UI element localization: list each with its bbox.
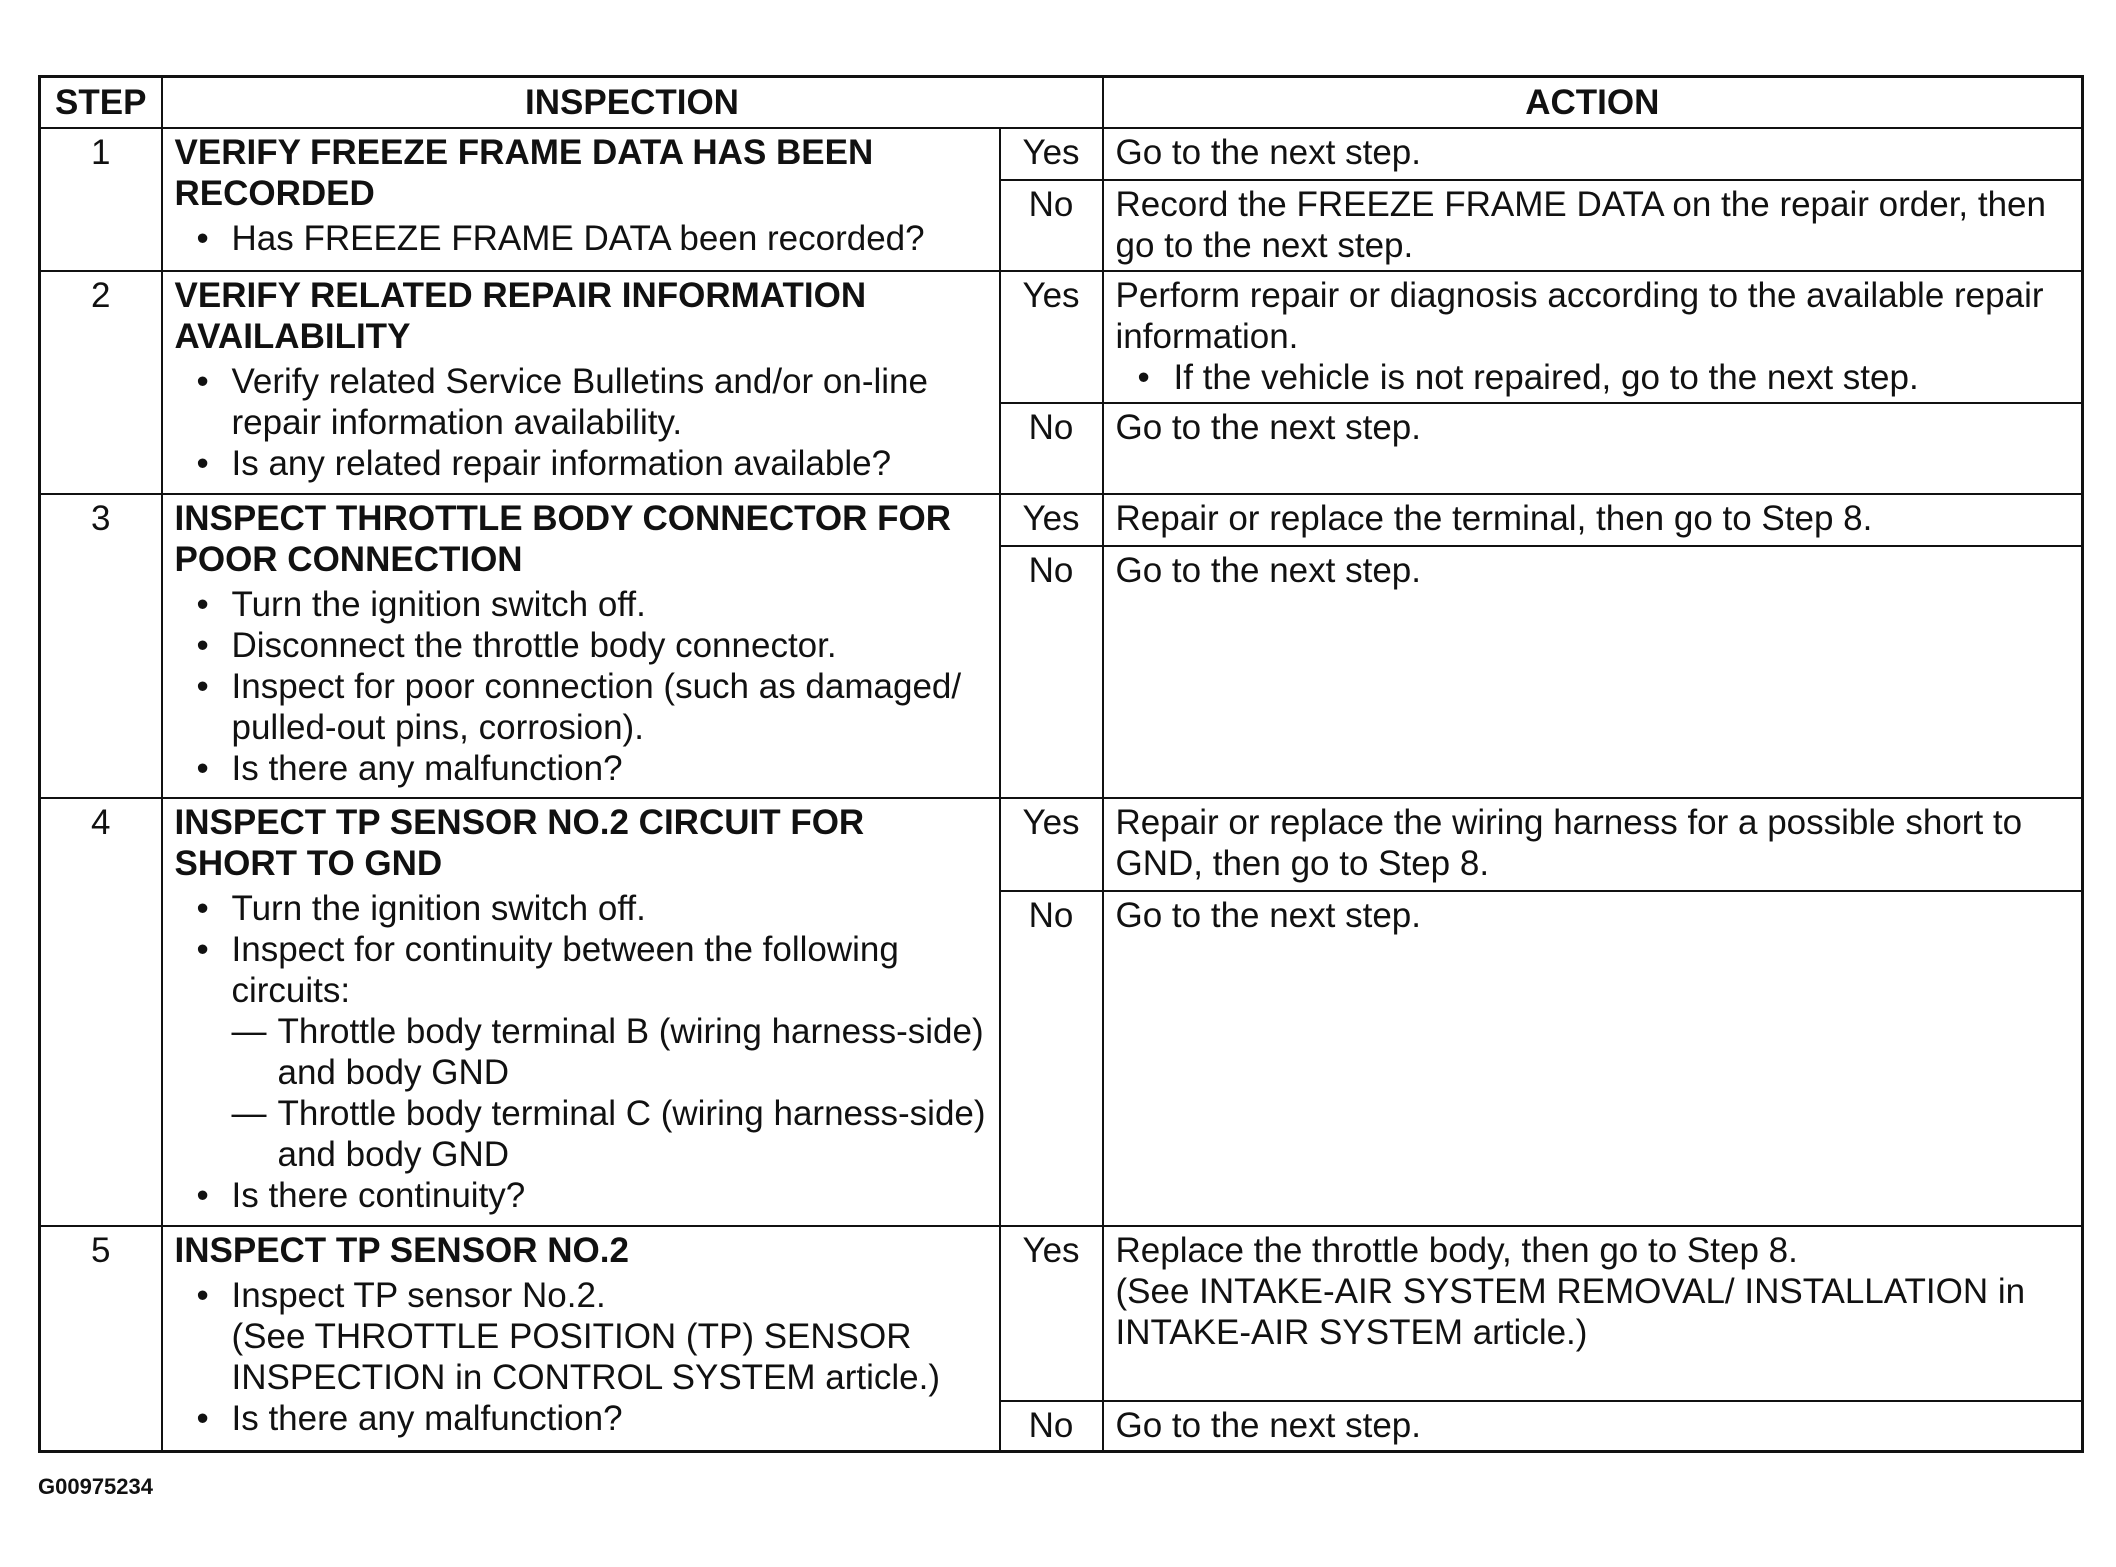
step-number: 4 — [40, 798, 162, 1226]
inspection-bullet — [175, 929, 989, 1175]
sub-item: — Throttle body terminal B (wiring harness-side) and body GND — [232, 1011, 989, 1093]
inspection-bullet: • Is any related repair information available? — [175, 443, 989, 484]
inspection-cell — [162, 1226, 1000, 1452]
yes-action-bullet: • If the vehicle is not repaired, go to the next step. — [1116, 357, 2072, 398]
figure-id: G00975234 — [38, 1474, 153, 1499]
inspection-bullets — [175, 1275, 989, 1439]
no-action: Go to the next step. — [1103, 546, 2083, 798]
inspection-title: VERIFY RELATED REPAIR INFORMATION AVAILABILITY — [174, 276, 867, 356]
no-action: Go to the next step. — [1103, 891, 2083, 1226]
yes-action-cell — [1103, 1226, 2083, 1401]
yes-action: Repair or replace the wiring harness for a possible short to GND, then go to Step 8. — [1103, 798, 2083, 891]
no-label: No — [1000, 891, 1103, 1226]
yes-label: Yes — [1000, 128, 1103, 180]
step-number: 1 — [40, 128, 162, 271]
step-number: 5 — [40, 1226, 162, 1452]
sub-item: — Throttle body terminal C (wiring harness-side) and body GND — [232, 1093, 989, 1175]
inspection-title: INSPECT TP SENSOR NO.2 — [174, 1231, 629, 1270]
yes-action: Repair or replace the terminal, then go to Step 8. — [1103, 494, 2083, 546]
inspection-cell — [162, 494, 1000, 798]
inspection-bullet: • Has FREEZE FRAME DATA been recorded? — [175, 218, 989, 259]
yes-label: Yes — [1000, 494, 1103, 546]
inspection-bullet: • Is there any malfunction? — [175, 1398, 989, 1439]
inspection-bullet-note: (See THROTTLE POSITION (TP) SENSOR INSPECTION in CONTROL SYSTEM article.) — [231, 1317, 941, 1397]
inspection-bullet — [175, 1275, 989, 1398]
no-label: No — [1000, 546, 1103, 798]
inspection-bullets — [175, 218, 989, 259]
no-action: Record the FREEZE FRAME DATA on the repair order, then go to the next step. — [1103, 180, 2083, 271]
yes-action: Perform repair or diagnosis according to the available repair information. — [1115, 276, 2044, 356]
yes-action-note: (See INTAKE-AIR SYSTEM REMOVAL/ INSTALLATION in INTAKE-AIR SYSTEM article.) — [1115, 1272, 2026, 1352]
no-action: Go to the next step. — [1103, 1401, 2083, 1452]
yes-label: Yes — [1000, 271, 1103, 403]
yes-action-bullets — [1116, 357, 2072, 398]
header-row — [40, 77, 2083, 129]
inspection-bullets — [175, 888, 989, 1216]
step-5-yes-row — [40, 1226, 2083, 1401]
no-action: Go to the next step. — [1103, 403, 2083, 494]
inspection-bullets — [175, 361, 989, 484]
yes-action: Go to the next step. — [1103, 128, 2083, 180]
no-label: No — [1000, 180, 1103, 271]
yes-label: Yes — [1000, 798, 1103, 891]
header-action: ACTION — [1103, 77, 2083, 129]
inspection-title: INSPECT TP SENSOR NO.2 CIRCUIT FOR SHORT TO GND — [174, 803, 865, 883]
step-1-yes-row — [40, 128, 2083, 180]
diagnostic-table — [38, 75, 2084, 1453]
yes-action: Replace the throttle body, then go to Step 8. — [1115, 1231, 1798, 1270]
inspection-bullet: • Is there any malfunction? — [175, 748, 989, 789]
no-label: No — [1000, 1401, 1103, 1452]
step-2-yes-row — [40, 271, 2083, 403]
inspection-cell — [162, 798, 1000, 1226]
no-label: No — [1000, 403, 1103, 494]
inspection-cell — [162, 271, 1000, 494]
step-number: 2 — [40, 271, 162, 494]
header-step: STEP — [40, 77, 162, 129]
step-3-yes-row — [40, 494, 2083, 546]
inspection-bullet-text: Inspect for continuity between the following circuits: — [231, 930, 899, 1010]
inspection-bullet: • Turn the ignition switch off. — [175, 584, 989, 625]
inspection-bullet: • Disconnect the throttle body connector. — [175, 625, 989, 666]
inspection-title: INSPECT THROTTLE BODY CONNECTOR FOR POOR CONNECTION — [174, 499, 952, 579]
sub-items — [232, 1011, 989, 1175]
yes-label: Yes — [1000, 1226, 1103, 1401]
step-number: 3 — [40, 494, 162, 798]
header-inspection: INSPECTION — [162, 77, 1103, 129]
inspection-cell — [162, 128, 1000, 271]
inspection-bullet: • Verify related Service Bulletins and/or on-line repair information availability. — [175, 361, 989, 443]
inspection-bullet: • Turn the ignition switch off. — [175, 888, 989, 929]
inspection-bullets — [175, 584, 989, 789]
yes-action-cell — [1103, 271, 2083, 403]
inspection-title: VERIFY FREEZE FRAME DATA HAS BEEN RECORDED — [174, 133, 874, 213]
step-4-yes-row — [40, 798, 2083, 891]
inspection-bullet: • Is there continuity? — [175, 1175, 989, 1216]
inspection-bullet: • Inspect for poor connection (such as damaged/ pulled-out pins, corrosion). — [175, 666, 989, 748]
inspection-bullet-text: • Inspect TP sensor No.2. — [231, 1276, 606, 1315]
